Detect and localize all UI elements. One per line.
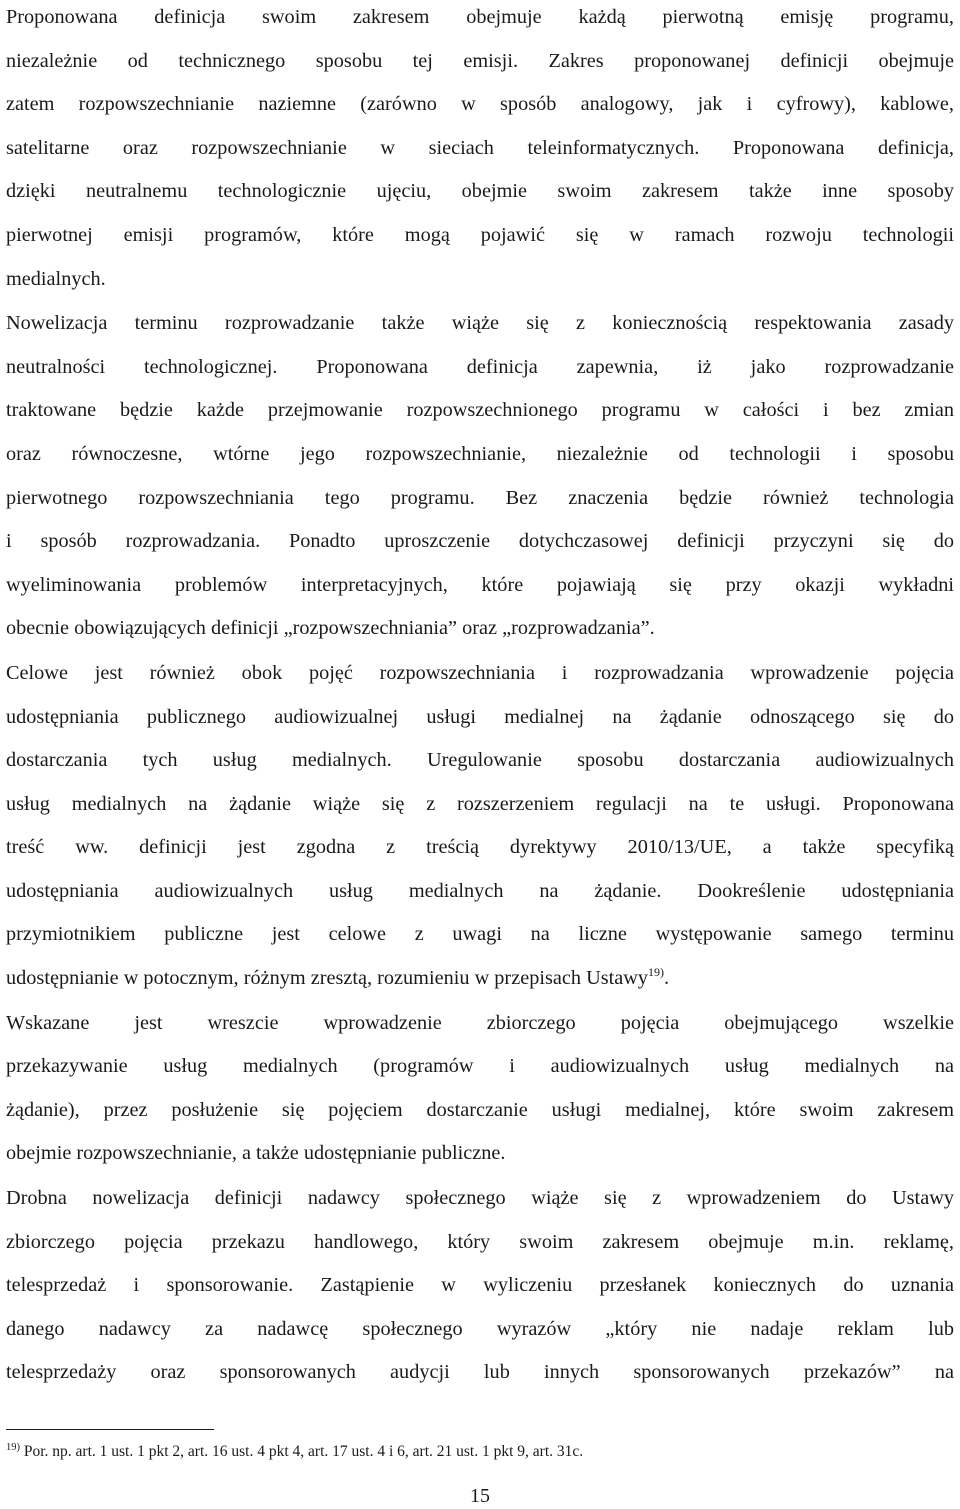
footnote-mark: 19) bbox=[6, 1441, 20, 1453]
text-line: pierwotnego rozpowszechniania tego programu. Bez znaczenia będzie również technologia bbox=[6, 486, 954, 509]
page-number: 15 bbox=[470, 1485, 490, 1507]
text-line: zatem rozpowszechnianie naziemne (zarówno w sposób analogowy, jak i cyfrowy), kablowe, bbox=[6, 93, 954, 116]
text-line bbox=[6, 957, 954, 1001]
text-line: treść ww. definicji jest zgodna z treścią dyrektywy 2010/13/UE, a także specyfiką bbox=[6, 836, 954, 859]
text-line-end: . bbox=[664, 967, 670, 990]
footnote-text: Por. np. art. 1 ust. 1 pkt 2, art. 16 ust. 4 pkt 4, art. 17 ust. 4 i 6, art. 21 ust. 1 pkt 9, art. 31c. bbox=[20, 1443, 584, 1460]
text-line: obejmie rozpowszechnianie, a także udostępnianie publiczne. bbox=[6, 1142, 506, 1165]
footnote-reference-mark: 19) bbox=[648, 965, 665, 980]
text-line: Drobna nowelizacja definicji nadawcy społecznego wiąże się z wprowadzeniem do Ustawy bbox=[6, 1187, 954, 1210]
text-line: telesprzedaż i sponsorowanie. Zastąpienie w wyliczeniu przesłanek koniecznych do uznania bbox=[6, 1274, 954, 1297]
text-line: Proponowana definicja swoim zakresem obejmuje każdą pierwotną emisję programu, bbox=[6, 6, 954, 28]
text-line: przekazywanie usług medialnych (programów i audiowizualnych usług medialnych na bbox=[6, 1055, 954, 1078]
text-line: wyeliminowania problemów interpretacyjnych, które pojawiają się przy okazji wykładni bbox=[6, 573, 954, 596]
footnote bbox=[6, 1442, 583, 1462]
document-page bbox=[6, 0, 954, 1507]
text-line: usług medialnych na żądanie wiąże się z rozszerzeniem regulacji na te usługi. Proponowana bbox=[6, 792, 954, 815]
paragraph-3 bbox=[6, 652, 954, 1001]
text-line: oraz równoczesne, wtórne jego rozpowszechnianie, niezależnie od technologii i sposobu bbox=[6, 442, 954, 465]
text-line: dostarczania tych usług medialnych. Uregulowanie sposobu dostarczania audiowizualnych bbox=[6, 749, 954, 772]
text-line: satelitarne oraz rozpowszechnianie w sieciach teleinformatycznych. Proponowana definicja, bbox=[6, 136, 954, 159]
text-line: pierwotnej emisji programów, które mogą pojawić się w ramach rozwoju technologii bbox=[6, 223, 954, 246]
paragraph-4 bbox=[6, 1002, 954, 1176]
text-line: Celowe jest również obok pojęć rozpowszechniania i rozprowadzania wprowadzenie pojęcia bbox=[6, 661, 954, 684]
text-line: zbiorczego pojęcia przekazu handlowego, który swoim zakresem obejmuje m.in. reklamę, bbox=[6, 1230, 954, 1253]
text-line: udostępniania publicznego audiowizualnej usługi medialnej na żądanie odnoszącego się do bbox=[6, 705, 954, 728]
text-line: Nowelizacja terminu rozprowadzanie także wiąże się z koniecznością respektowania zasady bbox=[6, 312, 954, 335]
text-line-body: udostępnianie w potocznym, różnym zresztą, rozumieniu w przepisach Ustawy bbox=[6, 967, 649, 990]
text-line: dzięki neutralnemu technologicznie ujęciu, obejmie swoim zakresem także inne sposoby bbox=[6, 180, 954, 203]
text-line: danego nadawcy za nadawcę społecznego wyrazów „który nie nadaje reklam lub bbox=[6, 1317, 954, 1340]
paragraph-1 bbox=[6, 0, 954, 301]
text-line: i sposób rozprowadzania. Ponadto uproszczenie dotychczasowej definicji przyczyni się do bbox=[6, 530, 954, 553]
footnote-separator bbox=[6, 1429, 214, 1430]
text-line: traktowane będzie każde przejmowanie rozpowszechnionego programu w całości i bez zmian bbox=[6, 399, 954, 422]
text-line: telesprzedaży oraz sponsorowanych audycji lub innych sponsorowanych przekazów” na bbox=[6, 1361, 954, 1384]
text-line: Wskazane jest wreszcie wprowadzenie zbiorczego pojęcia obejmującego wszelkie bbox=[6, 1011, 954, 1034]
text-line: obecnie obowiązujących definicji „rozpowszechniania” oraz „rozprowadzania”. bbox=[6, 617, 655, 640]
text-line: niezależnie od technicznego sposobu tej emisji. Zakres proponowanej definicji obejmuje bbox=[6, 49, 954, 72]
text-line: neutralności technologicznej. Proponowana definicja zapewnia, iż jako rozprowadzanie bbox=[6, 355, 954, 378]
text-line: medialnych. bbox=[6, 267, 106, 290]
text-line: żądanie), przez posłużenie się pojęciem dostarczanie usługi medialnej, które swoim zakresem bbox=[6, 1098, 954, 1121]
paragraph-2 bbox=[6, 302, 954, 651]
text-line: przymiotnikiem publiczne jest celowe z uwagi na liczne występowanie samego terminu bbox=[6, 923, 954, 946]
paragraph-5 bbox=[6, 1177, 954, 1395]
text-line: udostępniania audiowizualnych usług medialnych na żądanie. Dookreślenie udostępniania bbox=[6, 879, 954, 902]
